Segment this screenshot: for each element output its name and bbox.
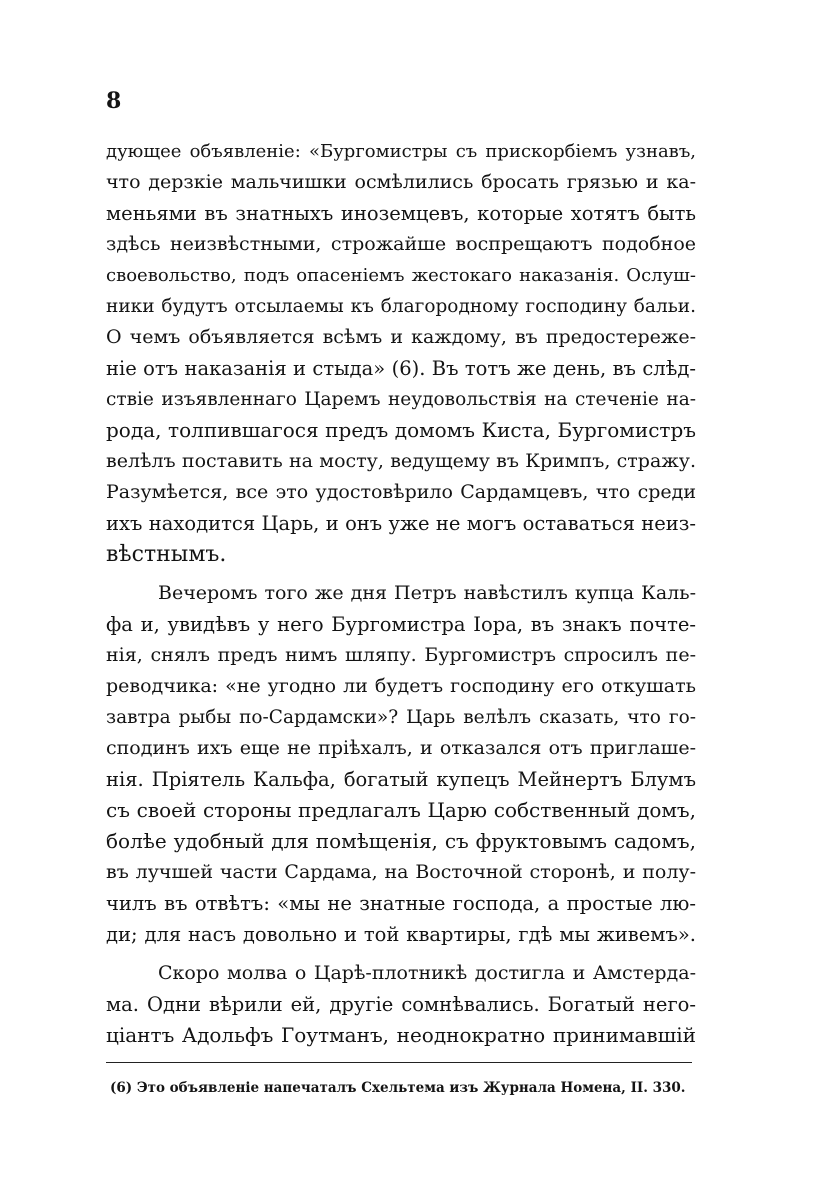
text-line: ма. Одни вѣрили ей, другіе сомнѣвались. Богатый него-	[106, 993, 696, 1016]
text-line: фа и, увидѣвъ у него Бургомистра Іора, въ знакъ почте-	[106, 613, 696, 636]
text-line: чилъ въ отвѣтъ: «мы не знатные господа, а простые лю-	[106, 892, 696, 915]
text-line: ніе отъ наказанія и стыда» (6). Въ тотъ же день, въ слѣд-	[106, 357, 696, 380]
text-line: реводчика: «не угодно ли будетъ господину его откушать	[106, 675, 696, 697]
text-line: ціантъ Адольфъ Гоутманъ, неоднократно принимавшій	[106, 1023, 696, 1047]
text-line: ди; для насъ довольно и той квартиры, гдѣ мы живемъ».	[106, 923, 696, 946]
text-line: болѣе удобный для помѣщенія, съ фруктовымъ садомъ,	[106, 829, 696, 853]
text-line: ствіе изъявленнаго Царемъ неудовольствія на стеченіе на-	[106, 389, 696, 410]
text-line: О чемъ объявляется всѣмъ и каждому, въ предостереже-	[106, 326, 696, 348]
page-number: 8	[106, 88, 122, 114]
text-line: съ своей стороны предлагалъ Царю собственный домъ,	[106, 798, 696, 822]
text-line: ихъ находится Царь, и онъ уже не могъ оставаться неиз-	[106, 512, 696, 535]
text-line: своевольство, подъ опасеніемъ жестокаго наказанія. Ослуш-	[106, 265, 696, 286]
text-line: здѣсь неизвѣстными, строжайше воспрещаютъ подобное	[106, 233, 696, 255]
text-line: что дерзкіе мальчишки осмѣлились бросать грязью и ка-	[106, 171, 696, 193]
text-line: сподинъ ихъ еще не пріѣхалъ, и отказался отъ приглаше-	[106, 737, 696, 759]
text-line: въ лучшей части Сардама, на Восточной сторонѣ, и полу-	[106, 861, 696, 883]
text-line: дующее объявленіе: «Бургомистры съ прискорбіемъ узнавъ,	[106, 141, 696, 162]
text-line: Разумѣется, все это удостовѣрило Сардамцевъ, что среди	[106, 481, 696, 503]
text-line: меньями въ знатныхъ иноземцевъ, которые хотятъ быть	[106, 202, 696, 225]
text-line: завтра рыбы по-Сардамски»? Царь велѣлъ сказать, что го-	[106, 707, 696, 728]
text-line: нія, снялъ предъ нимъ шляпу. Бургомистръ спросилъ пе-	[106, 644, 696, 666]
text-line: Вечеромъ того же дня Петръ навѣстилъ купца Каль-	[158, 582, 696, 604]
text-line: нія. Пріятель Кальфа, богатый купецъ Мейнертъ Блумъ	[106, 768, 696, 791]
text-line: велѣлъ поставить на мосту, ведущему въ Кримпъ, стражу.	[106, 450, 696, 472]
body-text	[106, 136, 696, 1051]
footnote: (6) Это объявленіе напечаталъ Схельтема изъ Журнала Номена, II. 330.	[110, 1080, 686, 1096]
text-line: рода, толпившагося предъ домомъ Киста, Бургомистръ	[106, 418, 696, 442]
text-line: Скоро молва о Царѣ-плотникѣ достигла и Амстерда-	[158, 962, 696, 984]
text-line: вѣстнымъ.	[106, 542, 227, 567]
footnote-rule	[106, 1062, 692, 1063]
text-line: ники будутъ отсылаемы къ благородному господину бальи.	[106, 296, 696, 317]
